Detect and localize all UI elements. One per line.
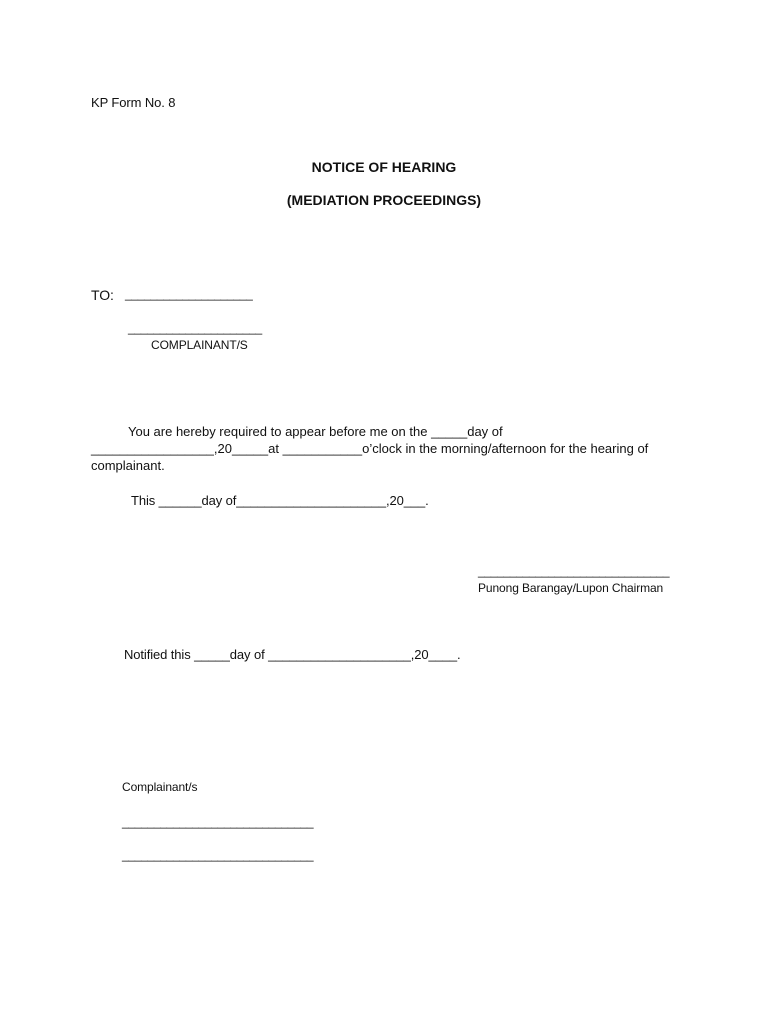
complainant-signature-blank-1: ______________________________ (122, 815, 314, 829)
complainant-name-blank: _____________________ (128, 321, 262, 335)
complainant-signature-blank-2: ______________________________ (122, 848, 314, 862)
notification-line: Notified this _____day of ____________________,20____. (124, 647, 461, 662)
form-subtitle: (MEDIATION PROCEEDINGS) (286, 192, 482, 208)
form-title: NOTICE OF HEARING (311, 159, 457, 175)
complainants-label: Complainant/s (122, 780, 198, 794)
signature-title: Punong Barangay/Lupon Chairman (478, 581, 664, 595)
hearing-paragraph: You are hereby required to appear before me on the _____day of _________________,20_____at ___________o’clock in the morning/afternoon for the hearing of complainant. (91, 424, 649, 473)
complainant-role-label: COMPLAINANT/S (151, 338, 248, 352)
to-label: TO: (91, 287, 114, 303)
signature-blank: ______________________________ (478, 564, 670, 578)
date-line: This ______day of_____________________,20___. (131, 493, 429, 508)
form-number: KP Form No. 8 (91, 95, 176, 110)
to-blank: ____________________ (125, 287, 253, 301)
